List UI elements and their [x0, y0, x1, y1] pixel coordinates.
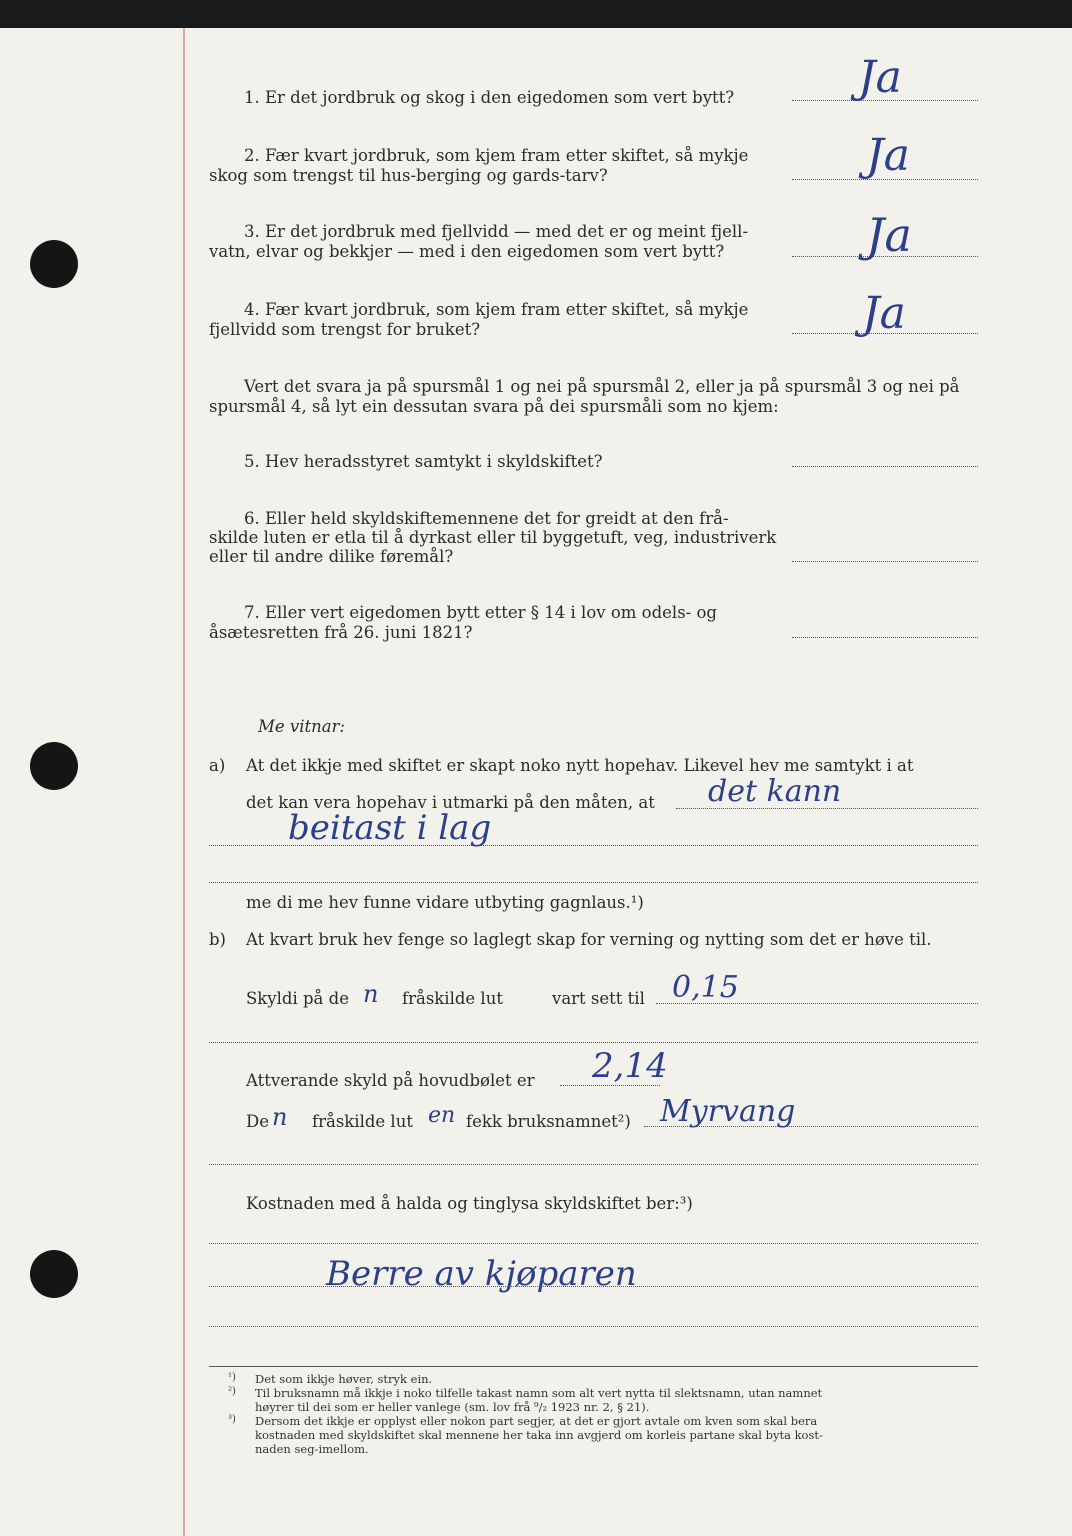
witness-a-line-2: det kan vera hopehav i utmarki på den måten, at: [246, 793, 655, 812]
question-4-line-2: fjellvidd som trengst for bruket?: [209, 320, 481, 339]
witness-b-label: b): [209, 930, 226, 949]
answer-3: Ja: [866, 208, 912, 262]
footnote-3-mark: ³): [228, 1414, 236, 1425]
question-3-line-2: vatn, elvar og bekkjer — med i den eigedomen som vert bytt?: [209, 242, 725, 261]
question-6-line-1: 6. Eller held skyldskiftemennene det for greidt at den frå-: [244, 509, 729, 528]
witness-b-line: At kvart bruk hev fenge so laglegt skap for verning og nytting som det er høve til.: [246, 930, 932, 949]
punch-hole: [30, 240, 78, 288]
skyld-1-hw: n: [363, 980, 379, 1008]
margin-rule: [183, 28, 185, 1536]
witness-heading: Me vitnar:: [258, 717, 346, 736]
question-5: 5. Hev heradsstyret samtykt i skyldskiftet?: [244, 452, 603, 471]
skyld-3-a: De: [246, 1112, 269, 1131]
skyld-4-line-2: [209, 1286, 978, 1287]
punch-hole: [30, 742, 78, 790]
witness-a-handwriting-1: det kann: [708, 774, 842, 809]
question-7-line-2: åsætesretten frå 26. juni 1821?: [209, 623, 473, 642]
skyld-3-hw: n: [272, 1103, 288, 1131]
question-2-line-2: skog som trengst til hus-berging og gards-tarv?: [209, 166, 608, 185]
footnote-2-mark: ²): [228, 1386, 236, 1397]
skyld-1-value: 0,15: [672, 970, 739, 1005]
skyld-1-c: vart sett til: [552, 989, 645, 1008]
footnote-rule: [209, 1366, 978, 1367]
footnote-1-line-1: Det som ikkje høver, stryk ein.: [255, 1372, 433, 1386]
footnote-2-line-1: Til bruksnamn må ikkje i noko tilfelle takast namn som alt vert nytta til slektsnamn, utan namnet: [255, 1386, 823, 1400]
skyld-3-extra-line: [209, 1164, 978, 1165]
skyld-4-line-1: [209, 1243, 978, 1244]
conditional-line-2: spursmål 4, så lyt ein dessutan svara på dei spursmåli som no kjem:: [209, 397, 779, 416]
skyld-3-c: fekk bruksnamnet²): [466, 1112, 631, 1131]
question-2-line-1: 2. Fær kvart jordbruk, som kjem fram etter skiftet, så mykje: [244, 146, 749, 165]
answer-1: Ja: [858, 52, 902, 103]
question-6-line-2: skilde luten er etla til å dyrkast eller til byggetuft, veg, industriverk: [209, 528, 777, 547]
question-6-line-3: eller til andre dilike føremål?: [209, 547, 454, 566]
skyld-1-a: Skyldi på de: [246, 989, 349, 1008]
answer-line-5: [792, 466, 978, 467]
witness-a-line-1: At det ikkje med skiftet er skapt noko nytt hopehav. Likevel hev me samtykt i at: [246, 756, 914, 775]
question-7-line-1: 7. Eller vert eigedomen bytt etter § 14 i lov om odels- og: [244, 603, 717, 622]
answer-line-7: [792, 637, 978, 638]
question-4-line-1: 4. Fær kvart jordbruk, som kjem fram etter skiftet, så mykje: [244, 300, 749, 319]
footnote-3-line-3: naden seg-imellom.: [255, 1442, 369, 1456]
skyld-3-b: fråskilde lut: [312, 1112, 413, 1131]
skyld-2-value: 2,14: [592, 1046, 668, 1086]
skyld-3-hw2: en: [428, 1103, 456, 1128]
conditional-line-1: Vert det svara ja på spursmål 1 og nei på spursmål 2, eller ja på spursmål 3 og nei på: [244, 377, 960, 396]
answer-line-6: [792, 561, 978, 562]
skyld-4-line-3: [209, 1326, 978, 1327]
witness-a-after: me di me hev funne vidare utbyting gagnlaus.¹): [246, 893, 644, 912]
skyld-3-value: Myrvang: [660, 1094, 796, 1129]
skyld-1-b: fråskilde lut: [402, 989, 503, 1008]
witness-a-label: a): [209, 756, 226, 775]
punch-hole: [30, 1250, 78, 1298]
skyld-4: Kostnaden med å halda og tinglysa skyldskiftet ber:³): [246, 1194, 693, 1213]
footnote-1-mark: ¹): [228, 1372, 236, 1383]
skyld-4-value: Berre av kjøparen: [326, 1254, 637, 1294]
scan-edge: [0, 0, 1072, 28]
question-3-line-1: 3. Er det jordbruk med fjellvidd — med det er og meint fjell-: [244, 222, 749, 241]
question-1: 1. Er det jordbruk og skog i den eigedomen som vert bytt?: [244, 88, 735, 107]
skyld-blank-line: [209, 1042, 978, 1043]
skyld-2: Attverande skyld på hovudbølet er: [246, 1071, 535, 1090]
answer-4: Ja: [862, 288, 906, 339]
answer-2: Ja: [866, 130, 910, 181]
footnote-2-line-2: høyrer til dei som er heller vanlege (sm. lov frå ⁹/₂ 1923 nr. 2, § 21).: [255, 1400, 650, 1414]
footnote-3-line-1: Dersom det ikkje er opplyst eller nokon part segjer, at det er gjort avtale om kven som skal bera: [255, 1414, 818, 1428]
witness-a-handwriting-2: beitast i lag: [288, 808, 492, 848]
hw-line-a3: [209, 882, 978, 883]
footnote-3-line-2: kostnaden med skyldskiftet skal mennene her taka inn avgjerd om korleis partane skal byta kost-: [255, 1428, 823, 1442]
